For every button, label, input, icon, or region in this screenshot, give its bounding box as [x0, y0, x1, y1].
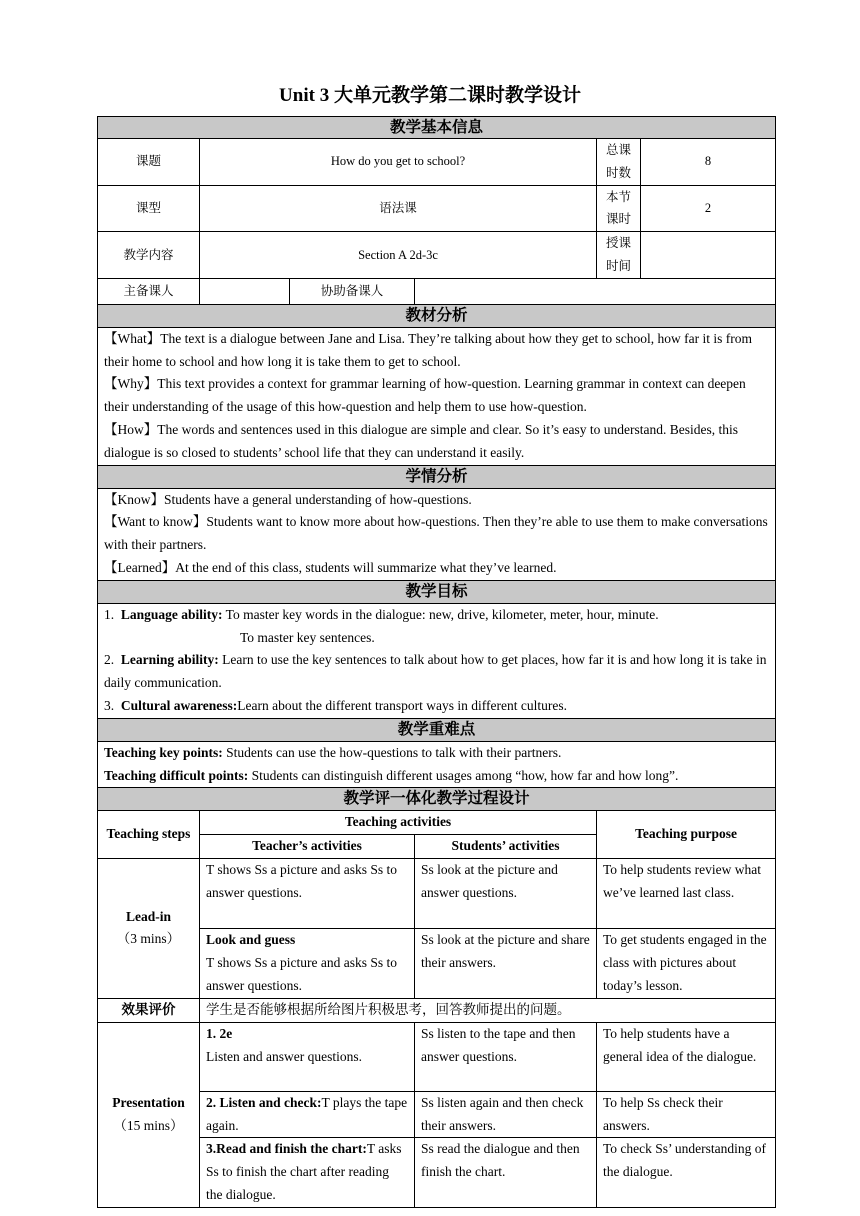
document-title: Unit 3 大单元教学第二课时教学设计	[279, 85, 581, 106]
current-hour-value: 2	[641, 185, 776, 232]
key-points	[98, 741, 776, 788]
step-presentation-name: Presentation	[112, 1094, 185, 1110]
lesson-type-label: 课型	[98, 185, 200, 232]
table-row-teacher: 3.Read and finish the chart:T asks Ss to finish the chart after reading the dialogue.	[200, 1138, 415, 1207]
table-row-purpose: To help students have a general idea of the dialogue.	[597, 1022, 776, 1091]
students-learned: 【Learned】At the end of this class, students will summarize what they’ve learned.	[104, 559, 557, 575]
table-row-purpose: To help Ss check their answers.	[597, 1091, 776, 1138]
table-row-students: Ss look at the picture and share their answers.	[415, 928, 597, 998]
key-point: Teaching key points: Students can use the how-questions to talk with their partners.	[104, 744, 562, 760]
goal-cultural: 3. Cultural awareness:Learn about the different transport ways in different cultures.	[104, 697, 568, 713]
section-header-goals: 教学目标	[98, 580, 776, 603]
table-row-teacher: 2. Listen and check:T plays the tape again.	[200, 1091, 415, 1138]
table-row-students: Ss read the dialogue and then finish the chart.	[415, 1138, 597, 1207]
step-leadin-time: （3 mins）	[116, 931, 181, 947]
goal-learning: 2. Learning ability: Learn to use the key sentences to talk about how to get places, how far it is and how long it is take in daily communication.	[104, 652, 767, 691]
table-row-students: Ss listen to the tape and then answer questions.	[415, 1022, 597, 1091]
table-row-students: Ss listen again and then check their answers.	[415, 1091, 597, 1138]
current-hour-label: 本节课时	[597, 185, 641, 232]
col-teaching-steps: Teaching steps	[98, 811, 200, 859]
lesson-plan-table	[97, 116, 776, 1208]
step-leadin	[98, 858, 200, 998]
topic-value: How do you get to school?	[200, 139, 597, 186]
total-hours-label: 总课时数	[597, 139, 641, 186]
content-value: Section A 2d-3c	[200, 232, 597, 279]
section-header-basic-info: 教学基本信息	[98, 117, 776, 139]
lesson-type-value: 语法课	[200, 185, 597, 232]
assistant-preparer-value	[415, 278, 776, 304]
section-header-material: 教材分析	[98, 304, 776, 327]
section-header-process: 教学评一体化教学过程设计	[98, 788, 776, 811]
table-row-teacher: T shows Ss a picture and asks Ss to answer questions.	[200, 858, 415, 928]
table-row-purpose: To check Ss’ understanding of the dialogue.	[597, 1138, 776, 1207]
students-want: 【Want to know】Students want to know more about how-questions. Then they’re able to use them to make conversations with their partners.	[104, 514, 768, 553]
material-why: 【Why】This text provides a context for grammar learning of how-question. Learning grammar in context can deepen their understanding of the usage of this how-question and help them to use how-question.	[104, 376, 746, 415]
table-row-teacher: 1. 2e Listen and answer questions.	[200, 1022, 415, 1091]
difficult-point: Teaching difficult points: Students can distinguish different usages among “how, how far and how long”.	[104, 767, 679, 783]
section-header-keypoints: 教学重难点	[98, 718, 776, 741]
table-row-purpose: To help students review what we’ve learned last class.	[597, 858, 776, 928]
assistant-preparer-label: 协助备课人	[290, 278, 415, 304]
material-what: 【What】The text is a dialogue between Jane and Lisa. They’re talking about how they get to school, how far it is from their home to school and how long it is take them to get to school.	[104, 330, 752, 369]
evaluation-text: 学生是否能够根据所给图片积极思考，回答教师提出的问题。	[200, 998, 776, 1022]
class-time-value	[641, 232, 776, 279]
col-teaching-activities: Teaching activities	[200, 811, 597, 835]
students-know: 【Know】Students have a general understanding of how-questions.	[104, 491, 472, 507]
topic-label: 课题	[98, 139, 200, 186]
table-row-purpose: To get students engaged in the class with pictures about today’s lesson.	[597, 928, 776, 998]
total-hours-value: 8	[641, 139, 776, 186]
main-preparer-label: 主备课人	[98, 278, 200, 304]
evaluation-label: 效果评价	[98, 998, 200, 1022]
main-preparer-value	[200, 278, 290, 304]
content-label: 教学内容	[98, 232, 200, 279]
section-header-students: 学情分析	[98, 465, 776, 488]
goal-language-sentences: To master key sentences.	[240, 629, 375, 645]
table-row-students: Ss look at the picture and answer questions.	[415, 858, 597, 928]
class-time-label: 授课时间	[597, 232, 641, 279]
col-teaching-purpose: Teaching purpose	[597, 811, 776, 859]
step-presentation	[98, 1022, 200, 1207]
table-row-teacher: Look and guess T shows Ss a picture and asks Ss to answer questions.	[200, 928, 415, 998]
goal-language: 1. Language ability: To master key words in the dialogue: new, drive, kilometer, meter, hour, minute.	[104, 606, 659, 622]
step-leadin-name: Lead-in	[125, 908, 171, 924]
material-how: 【How】The words and sentences used in this dialogue are simple and clear. So it’s easy to understand. Besides, this dialogue is so closed to students’ school life that they can understand it easily.	[104, 421, 738, 460]
teaching-goals	[98, 603, 776, 718]
student-analysis	[98, 488, 776, 580]
material-analysis	[98, 327, 776, 465]
col-student-activities: Students’ activities	[415, 835, 597, 859]
col-teacher-activities: Teacher’s activities	[200, 835, 415, 859]
step-presentation-time: （15 mins）	[113, 1117, 184, 1133]
